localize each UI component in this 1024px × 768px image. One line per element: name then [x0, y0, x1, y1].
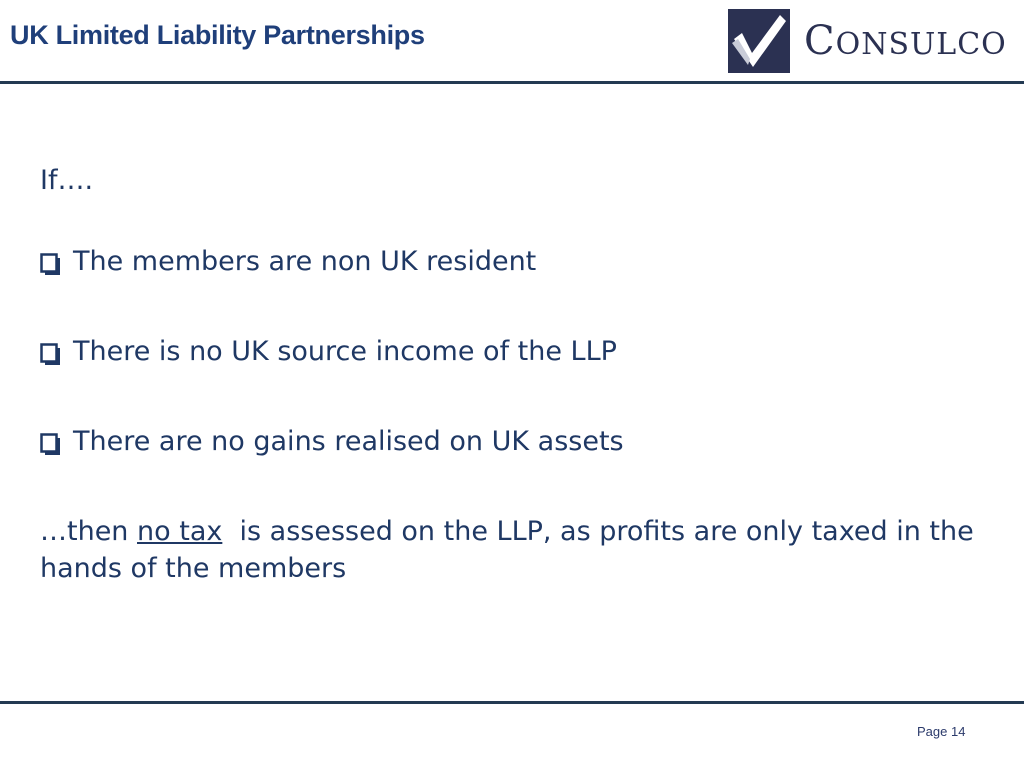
- bullet-text: There is no UK source income of the LLP: [73, 336, 617, 367]
- logo-wordmark: [804, 18, 1007, 64]
- logo-initial: C: [804, 18, 836, 64]
- page-number: Page 14: [917, 724, 966, 739]
- conclusion-suffix: is assessed on the LLP, as profits are only taxed in the hands of the members: [40, 516, 983, 584]
- header-divider: [0, 81, 1024, 84]
- checkbox-icon: [40, 430, 62, 454]
- consulco-logo: [728, 9, 1007, 73]
- logo-rest: ONSULCO: [835, 27, 1007, 62]
- bullet-item: [40, 333, 1000, 371]
- bullet-item: [40, 243, 1000, 281]
- conclusion-text: [40, 513, 1000, 587]
- bullet-text: There are no gains realised on UK assets: [73, 426, 624, 457]
- intro-text: If….: [40, 165, 94, 196]
- conclusion-prefix: …then: [40, 516, 138, 547]
- checkbox-icon: [40, 250, 62, 274]
- conclusion-emphasis: no tax: [137, 516, 223, 547]
- checkbox-icon: [40, 340, 62, 364]
- bullet-item: [40, 423, 1000, 461]
- check-icon: [728, 9, 790, 73]
- slide-body: [40, 162, 1000, 587]
- footer-divider: [0, 701, 1024, 704]
- slide-title: UK Limited Liability Partnerships: [10, 20, 425, 50]
- bullet-text: The members are non UK resident: [73, 246, 537, 277]
